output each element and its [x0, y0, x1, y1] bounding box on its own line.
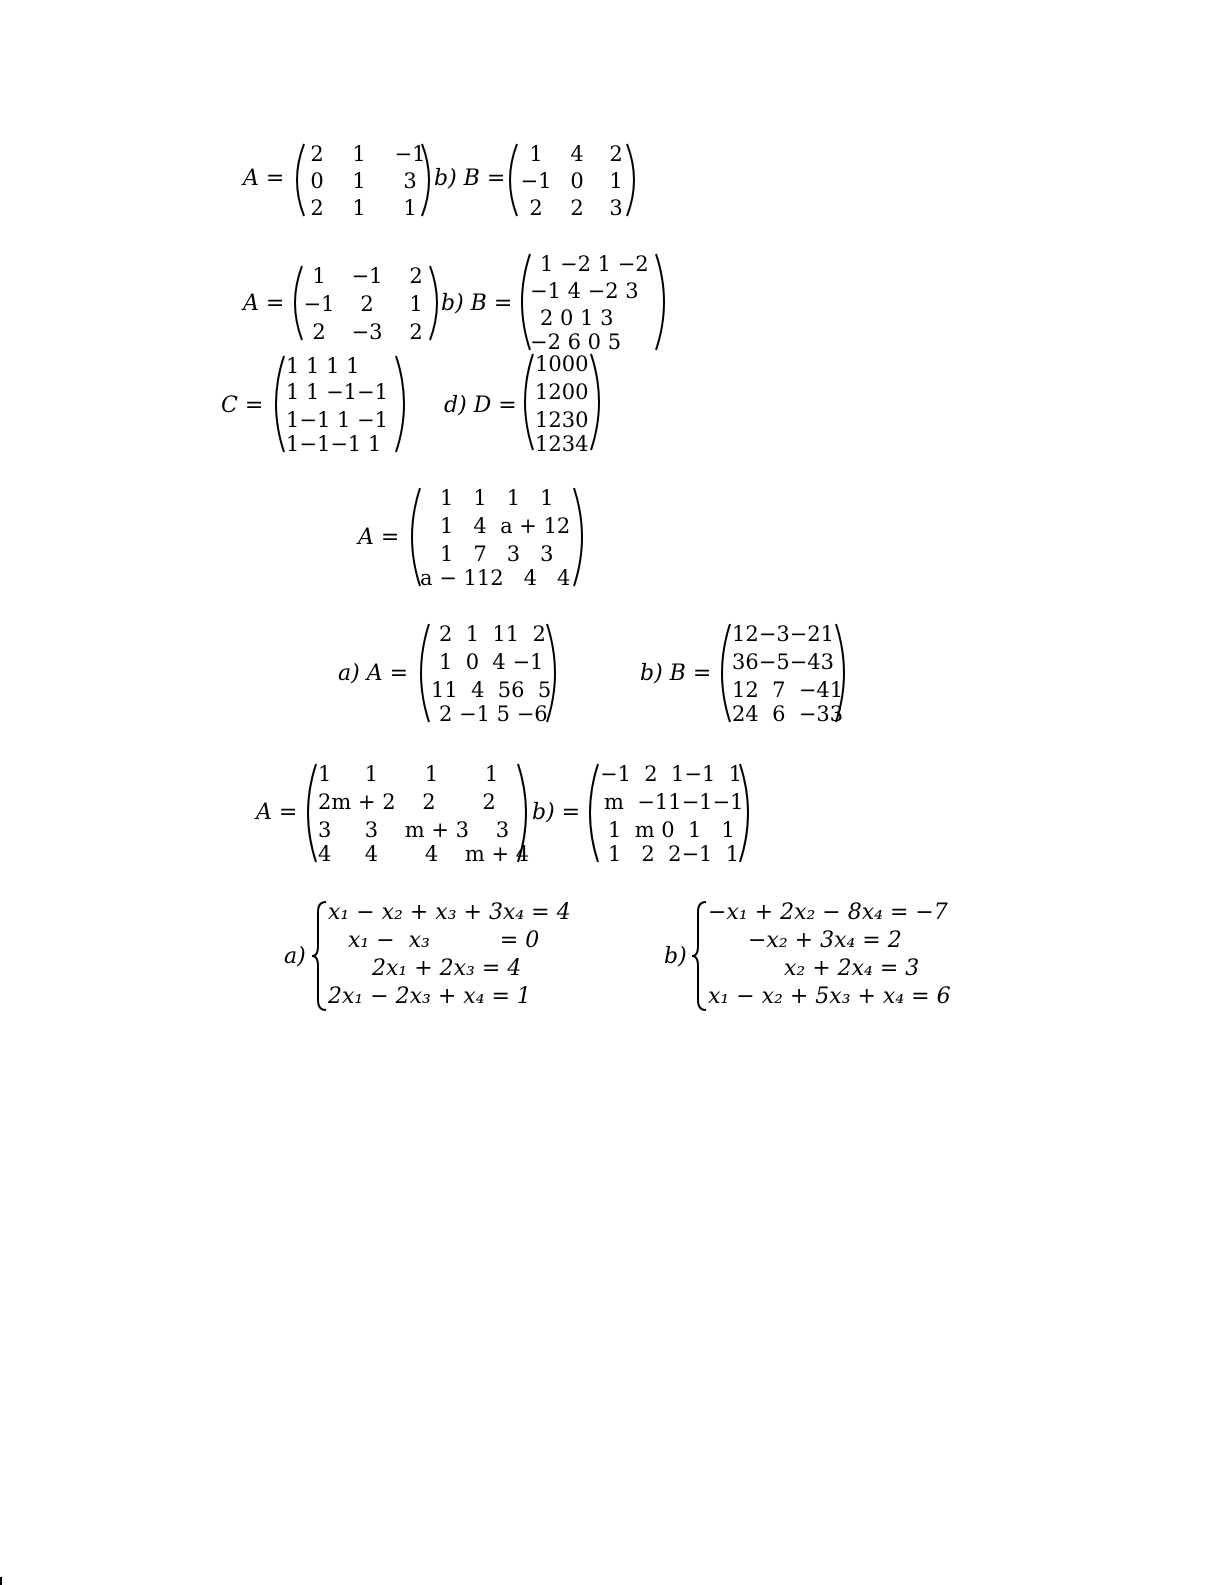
- equation-row: x₁ − x₂ + x₃ + 3x₄ = 4: [328, 900, 571, 925]
- label-matrix-d-p2: d) D =: [444, 393, 517, 418]
- matrix-row: 1 1 1 1: [318, 762, 499, 786]
- matrix-row: 1000: [535, 352, 589, 376]
- equation-row: −x₁ + 2x₂ − 8x₄ = −7: [708, 900, 948, 925]
- matrix-row: 4 4 4 m + 4: [318, 842, 530, 866]
- matrix-b-p5: [584, 760, 754, 866]
- matrix-row: 1 2 2−1 1: [608, 842, 740, 866]
- matrix-b-p1: [505, 140, 639, 220]
- matrix-row: 1−1−1 1: [286, 432, 382, 456]
- equation-row: −x₂ + 3x₄ = 2: [748, 928, 902, 953]
- matrix-row: 1−1 1 −1: [286, 408, 388, 432]
- matrix-row: 2 1 11 2: [439, 622, 546, 646]
- matrix-a-p1: [292, 140, 434, 220]
- label-matrix-b-p5: b) =: [532, 800, 581, 825]
- matrix-row: 2 −1 5 −6: [439, 702, 548, 726]
- matrix-row: −1 4 −2 3: [530, 279, 639, 303]
- matrix-row: 36−5−43: [732, 650, 834, 674]
- label-matrix-b-p4: b) B =: [640, 661, 712, 686]
- equation-row: x₂ + 2x₄ = 3: [784, 956, 920, 981]
- matrix-b-p2: [516, 250, 670, 354]
- matrix-row: 1 1 1 1: [440, 486, 554, 510]
- matrix-row: 1 −2 1 −2: [540, 252, 649, 276]
- matrix-row: 1 4 a + 12: [440, 514, 571, 538]
- matrix-row: 2 1 1: [310, 196, 417, 220]
- matrix-row: 24 6 −33: [732, 702, 844, 726]
- matrix-row: 1234: [535, 432, 589, 456]
- matrix-row: 1 4 2: [529, 142, 623, 166]
- matrix-row: 2 2 3: [529, 196, 623, 220]
- matrix-row: 12 7 −41: [732, 678, 844, 702]
- matrix-row: 2 0 1 3: [540, 306, 614, 330]
- matrix-row: 1 0 4 −1: [439, 650, 544, 674]
- matrix-row: 1230: [535, 408, 589, 432]
- matrix-row: 11 4 56 5: [431, 678, 552, 702]
- equation-row: x₁ − x₃ = 0: [348, 928, 540, 953]
- system-brace: [310, 898, 330, 1014]
- matrix-row: −1 2 1−1 1: [600, 762, 743, 786]
- system-b: [690, 898, 950, 1014]
- equation-row: 2x₁ − 2x₃ + x₄ = 1: [328, 984, 531, 1009]
- matrix-row: 0 1 3: [310, 169, 417, 193]
- matrix-row: 1 −1 2: [312, 264, 423, 288]
- matrix-row: 2 −3 2: [312, 320, 423, 344]
- label-matrix-a-p4: a) A =: [338, 661, 409, 686]
- matrix-a-p4: [415, 620, 561, 726]
- matrix-d-p2: [519, 350, 605, 454]
- matrix-b-p4: [716, 620, 850, 726]
- matrix-row: −1 2 1: [303, 292, 423, 316]
- system-brace: [690, 898, 710, 1014]
- matrix-row: 1200: [535, 380, 589, 404]
- page-corner-mark: [0, 1577, 2, 1585]
- equation-row: 2x₁ + 2x₃ = 4: [372, 956, 522, 981]
- matrix-row: 2 1 −1: [310, 142, 426, 166]
- matrix-a-p3: [406, 484, 588, 590]
- matrix-row: 1 m 0 1 1: [608, 818, 735, 842]
- matrix-row: 2m + 2 2 2: [318, 790, 496, 814]
- label-matrix-a-p2: A =: [243, 291, 285, 316]
- label-matrix-b-p1: b) B =: [434, 166, 506, 191]
- matrix-row: 3 3 m + 3 3: [318, 818, 510, 842]
- label-system-a: a): [284, 944, 306, 969]
- label-matrix-c-p2: C =: [221, 393, 264, 418]
- system-a: [310, 898, 570, 1014]
- matrix-row: −1 0 1: [520, 169, 623, 193]
- matrix-row: a − 112 4 4: [420, 566, 571, 590]
- label-matrix-a-p1: A =: [243, 166, 285, 191]
- label-matrix-b-p2: b) B =: [441, 291, 513, 316]
- matrix-row: m −11−1−1: [604, 790, 744, 814]
- label-matrix-a-p5: A =: [256, 800, 298, 825]
- matrix-a-p5: [302, 760, 532, 866]
- matrix-row: 1 1 1 1: [286, 354, 360, 378]
- matrix-a-p2: [290, 262, 442, 344]
- label-matrix-a-p3: A =: [358, 525, 400, 550]
- matrix-row: 1 7 3 3: [440, 542, 554, 566]
- matrix-row: 12−3−21: [732, 622, 834, 646]
- label-system-b: b): [664, 944, 687, 969]
- equation-row: x₁ − x₂ + 5x₃ + x₄ = 6: [708, 984, 951, 1009]
- matrix-c-p2: [270, 352, 410, 456]
- matrix-row: −2 6 0 5: [530, 330, 622, 354]
- matrix-row: 1 1 −1−1: [286, 380, 388, 404]
